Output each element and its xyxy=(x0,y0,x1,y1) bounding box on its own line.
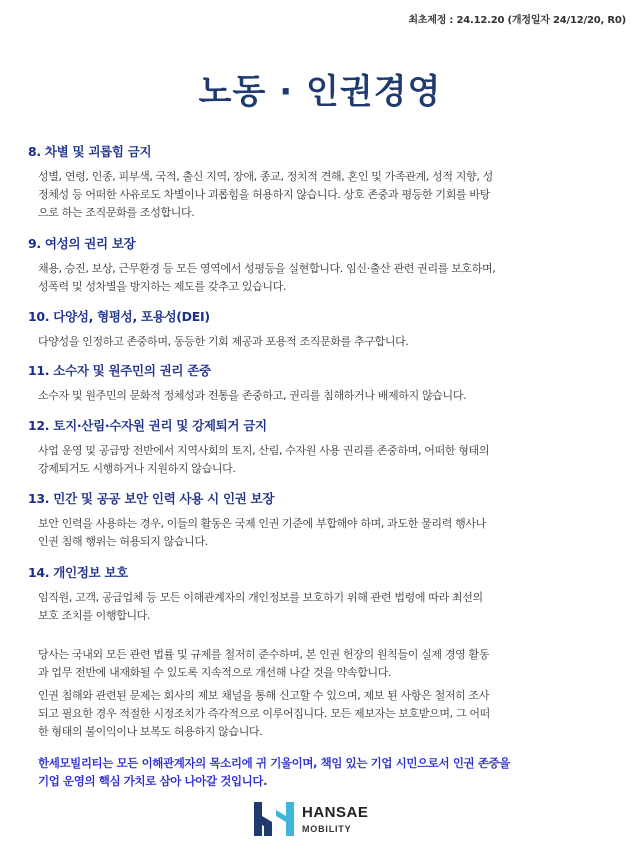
section-body: 임직원, 고객, 공급업체 등 모든 이해관계자의 개인정보를 보호하기 위해 관련 법령에 따라 최선의 보호 조치를 이행합니다. xyxy=(38,591,483,622)
section-heading: 12. 토지·산림·수자원 권리 및 강제퇴거 금지 xyxy=(28,418,267,433)
section-dei xyxy=(28,307,409,359)
section-heading: 10. 다양성, 형평성, 포용성(DEI) xyxy=(28,309,210,324)
section-heading: 11. 소수자 및 원주민의 권리 존중 xyxy=(28,363,211,378)
section-discrimination xyxy=(28,142,493,230)
section-women-rights xyxy=(28,234,495,304)
section-body: 사업 운영 및 공급망 전반에서 지역사회의 토지, 산림, 수자원 사용 권리를 존중하며, 어떠한 형태의 강제퇴거도 시행하거나 지원하지 않습니다. xyxy=(38,444,490,475)
section-body: 보안 인력을 사용하는 경우, 이들의 활동은 국제 인권 기준에 부합해야 하며, 과도한 물리력 행사나 인권 침해 행위는 허용되지 않습니다. xyxy=(38,517,486,548)
closing-paragraph-commitment: 한세모빌리티는 모든 이해관계자의 목소리에 귀 기울이며, 책임 있는 기업 시민으로서 인권 존중을 기업 운영의 핵심 가치로 삼아 나아갈 것입니다. xyxy=(38,756,510,788)
revision-info: 최초제정 : 24.12.20 (개정일자 24/12/20, R0) xyxy=(408,15,626,26)
hansae-mobility-logo-mark-icon xyxy=(252,800,296,838)
closing-paragraph-reporting: 인권 침해와 관련된 문제는 회사의 제보 채널을 통해 신고할 수 있으며, 제보 된 사항은 철저히 조사 되고 필요한 경우 적절한 시정조치가 즉각적으로 이루어집니다. 모든 제보자는 보호받으며, 그 어떠 한 형태의 불이익이나 보복도 허용하지 않습니다. xyxy=(38,689,490,738)
section-body: 소수자 및 원주민의 문화적 정체성과 전통을 존중하고, 권리를 침해하거나 배제하지 않습니다. xyxy=(38,389,467,402)
logo-name: HANSAE xyxy=(302,804,369,821)
logo-subname: MOBILITY xyxy=(302,824,352,834)
section-heading: 13. 민간 및 공공 보안 인력 사용 시 인권 보장 xyxy=(28,491,275,506)
section-body: 채용, 승진, 보상, 근무환경 등 모든 영역에서 성평등을 실현합니다. 임신·출산 관련 권리를 보호하며, 성폭력 및 성차별을 방지하는 제도를 갖추고 있습니다. xyxy=(38,262,496,293)
section-minority-rights xyxy=(28,361,466,413)
section-heading: 8. 차별 및 괴롭힘 금지 xyxy=(28,144,152,159)
section-body: 성별, 연령, 인종, 피부색, 국적, 출신 지역, 장애, 종교, 정치적 견해, 혼인 및 가족관계, 성적 지향, 성 정체성 등 어떠한 사유로도 차별이나 괴롭힘을 허용하지 않습니다. 상호 존중과 평등한 기회를 바탕 으로 하는 조직문화를 조성합니다. xyxy=(38,170,493,219)
section-heading: 9. 여성의 권리 보장 xyxy=(28,236,136,251)
page-title: 노동 · 인권경영 xyxy=(198,72,442,112)
closing-paragraph-compliance: 당사는 국내외 모든 관련 법률 및 규제를 철저히 준수하며, 본 인권 헌장의 원칙들이 실제 경영 활동 과 업무 전반에 내재화될 수 있도록 지속적으로 개선해 나갈 것을 약속합니다. xyxy=(38,648,490,679)
section-security-personnel xyxy=(28,489,486,559)
section-body: 다양성을 인정하고 존중하며, 동등한 기회 제공과 포용적 조직문화를 추구합니다. xyxy=(38,335,409,348)
company-logo xyxy=(252,796,392,842)
section-privacy xyxy=(28,563,483,633)
section-heading: 14. 개인정보 보호 xyxy=(28,565,128,580)
section-land-rights xyxy=(28,416,489,486)
